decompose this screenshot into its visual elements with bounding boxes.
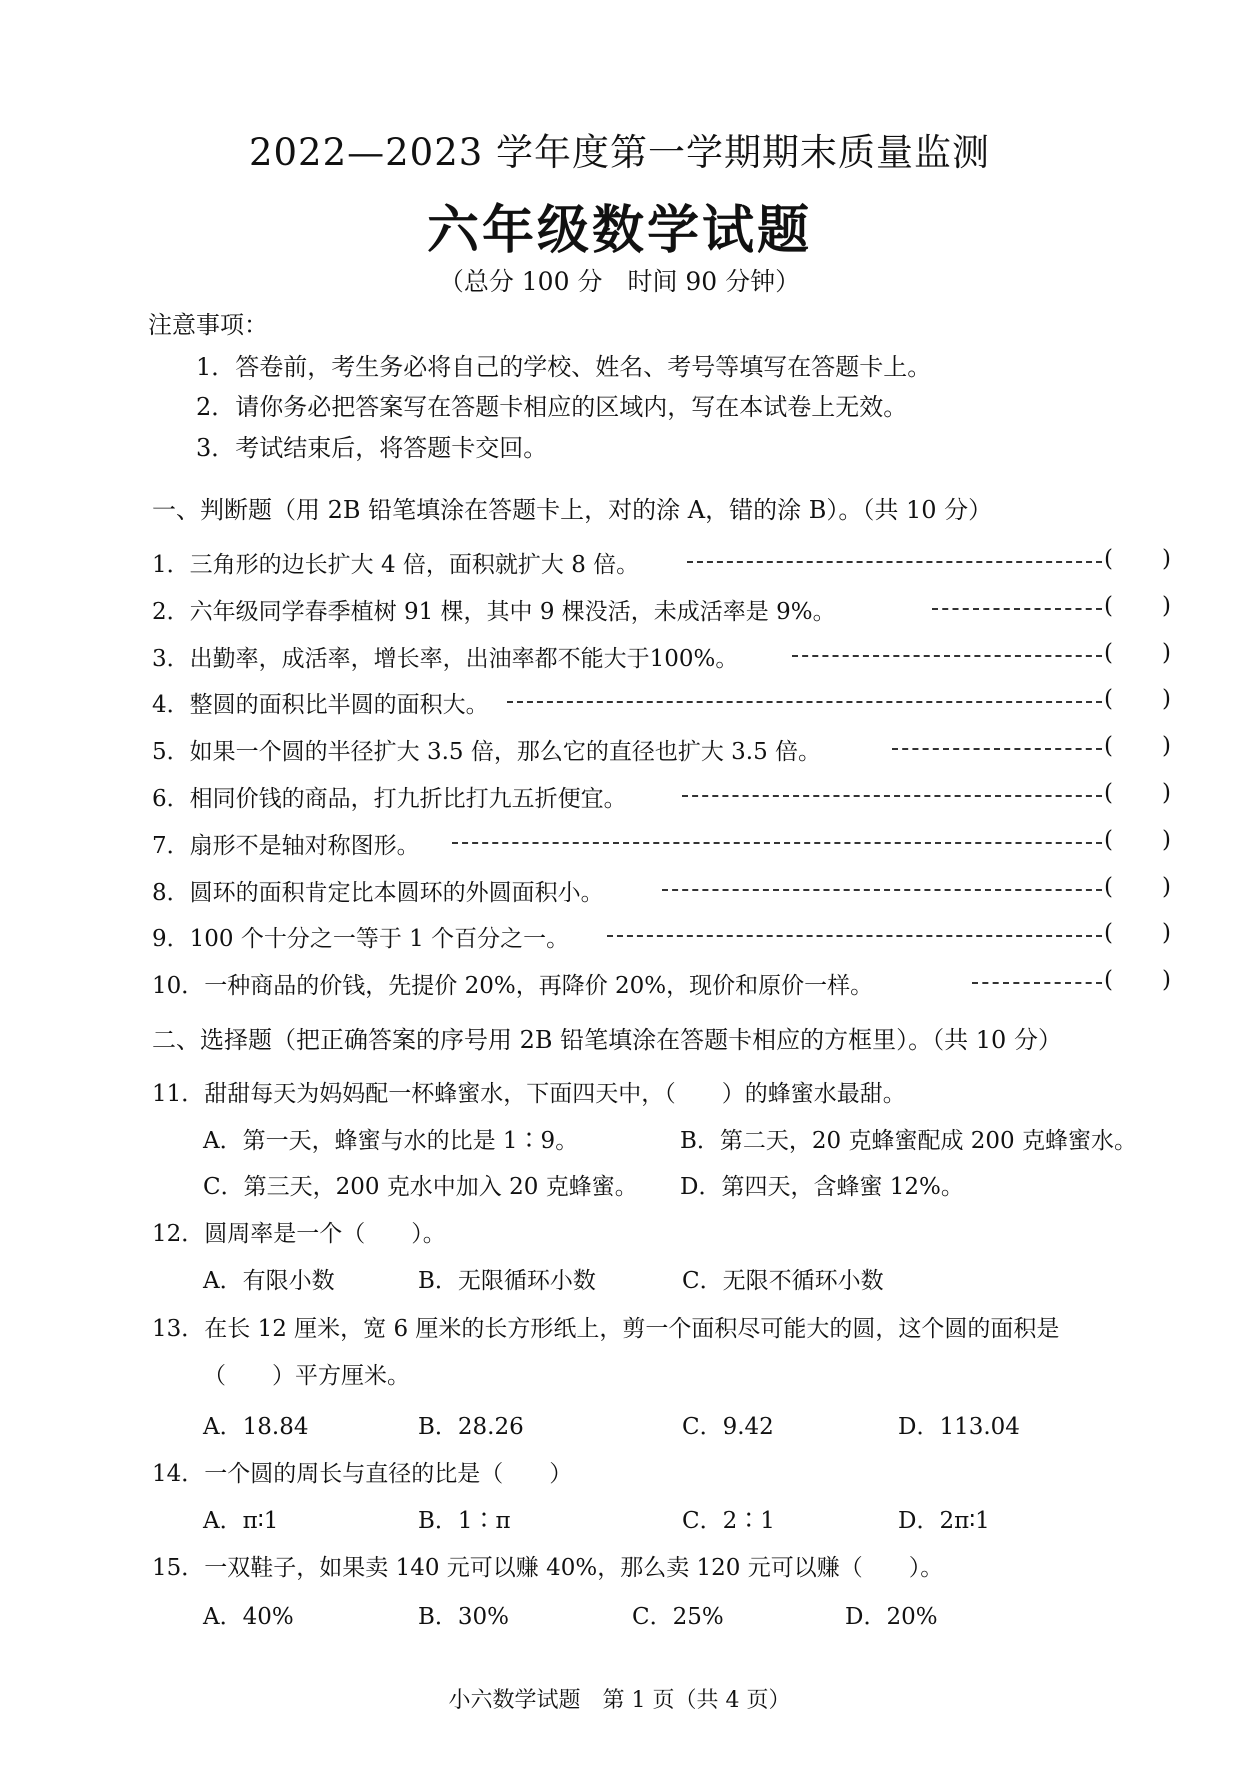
tf-question-row [152,546,1182,578]
leader-line [682,795,1102,797]
mc-option-b: B．1∶π [418,1508,511,1534]
tf-question-row [152,920,1182,952]
notice-item: 3．考试结束后，将答题卡交回。 [196,434,548,462]
mc-option-c: C．第三天，200 克水中加入 20 克蜂蜜。 [203,1174,638,1200]
tf-question-row [152,593,1182,625]
mc-question-stem-continued: （ ）平方厘米。 [203,1363,410,1389]
mc-option-c: C．无限不循环小数 [682,1268,884,1294]
leader-line [662,889,1102,891]
mc-option-c: C．2∶1 [682,1508,775,1534]
exam-title: 六年级数学试题 [426,200,812,261]
answer-paren-left: ( [1104,967,1113,993]
leader-line [507,701,1102,703]
mc-option-d: D．113.04 [898,1414,1020,1440]
tf-question-row [152,686,1182,718]
answer-paren-left: ( [1104,640,1113,666]
answer-paren-right: ) [1162,827,1171,853]
answer-paren-left: ( [1104,733,1113,759]
answer-paren-right: ) [1162,874,1171,900]
leader-line [932,608,1102,610]
notice-item: 1．答卷前，考生务必将自己的学校、姓名、考号等填写在答题卡上。 [196,353,932,381]
mc-option-a: A．40% [203,1604,294,1630]
mc-option-b: B．28.26 [418,1414,524,1440]
leader-line [792,655,1102,657]
mc-option-d: D．20% [845,1604,938,1630]
section2-heading: 二、选择题（把正确答案的序号用 2B 铅笔填涂在答题卡相应的方框里）。（共 10 分） [152,1026,1062,1054]
notice-heading: 注意事项： [148,311,268,339]
mc-option-a: A．第一天，蜂蜜与水的比是 1∶9。 [203,1128,579,1154]
term-title: 2022—2023 学年度第一学期期末质量监测 [248,131,991,174]
notice-item: 2．请你务必把答案写在答题卡相应的区域内，写在本试卷上无效。 [196,393,908,421]
mc-option-d: D．第四天，含蜂蜜 12%。 [680,1174,964,1200]
answer-paren-right: ) [1162,593,1171,619]
answer-paren-right: ) [1162,640,1171,666]
mc-option-a: A．18.84 [203,1414,309,1440]
tf-question-row [152,967,1182,999]
leader-line [607,935,1102,937]
mc-question-stem: 11．甜甜每天为妈妈配一杯蜂蜜水，下面四天中，（ ）的蜂蜜水最甜。 [152,1081,906,1107]
tf-question-text: 9．100 个十分之一等于 1 个百分之一。 [152,926,570,952]
tf-question-text: 4．整圆的面积比半圆的面积大。 [152,692,489,718]
score-time-info: （总分 100 分 时间 90 分钟） [438,267,801,296]
tf-question-row [152,827,1182,859]
answer-paren-right: ) [1162,686,1171,712]
leader-line [687,561,1102,563]
tf-question-text: 6．相同价钱的商品，打九折比打九五折便宜。 [152,786,627,812]
mc-question-stem: 14．一个圆的周长与直径的比是（ ） [152,1461,573,1487]
tf-question-text: 8．圆环的面积肯定比本圆环的外圆面积小。 [152,880,604,906]
tf-question-row [152,733,1182,765]
mc-option-d: D．2π∶1 [898,1508,990,1534]
section1-heading: 一、判断题（用 2B 铅笔填涂在答题卡上，对的涂 A，错的涂 B）。（共 10 分） [152,496,993,524]
answer-paren-left: ( [1104,686,1113,712]
tf-question-row [152,874,1182,906]
leader-line [892,748,1102,750]
answer-paren-right: ) [1162,967,1171,993]
tf-question-text: 7．扇形不是轴对称图形。 [152,833,420,859]
answer-paren-left: ( [1104,827,1113,853]
tf-question-row [152,780,1182,812]
answer-paren-right: ) [1162,920,1171,946]
tf-question-row [152,640,1182,672]
tf-question-text: 1．三角形的边长扩大 4 倍，面积就扩大 8 倍。 [152,552,640,578]
mc-option-b: B．30% [418,1604,510,1630]
mc-question-stem: 13．在长 12 厘米，宽 6 厘米的长方形纸上，剪一个面积尽可能大的圆，这个圆的面积是 [152,1316,1060,1342]
answer-paren-left: ( [1104,593,1113,619]
answer-paren-left: ( [1104,874,1113,900]
answer-paren-left: ( [1104,920,1113,946]
mc-question-stem: 15．一双鞋子，如果卖 140 元可以赚 40%，那么卖 120 元可以赚（ ）。 [152,1555,944,1581]
mc-option-a: A．有限小数 [203,1268,335,1294]
answer-paren-right: ) [1162,546,1171,572]
tf-question-text: 3．出勤率，成活率，增长率，出油率都不能大于100%。 [152,646,739,672]
tf-question-text: 2．六年级同学春季植树 91 棵，其中 9 棵没活，未成活率是 9%。 [152,599,836,625]
answer-paren-left: ( [1104,546,1113,572]
leader-line [972,982,1102,984]
tf-question-text: 5．如果一个圆的半径扩大 3.5 倍，那么它的直径也扩大 3.5 倍。 [152,739,822,765]
mc-option-b: B．无限循环小数 [418,1268,596,1294]
mc-option-c: C．25% [632,1604,724,1630]
answer-paren-right: ) [1162,780,1171,806]
page-footer: 小六数学试题 第 1 页（共 4 页） [448,1688,791,1713]
leader-line [452,842,1102,844]
tf-question-text: 10．一种商品的价钱，先提价 20%，再降价 20%，现价和原价一样。 [152,973,874,999]
mc-option-c: C．9.42 [682,1414,774,1440]
answer-paren-right: ) [1162,733,1171,759]
mc-question-stem: 12．圆周率是一个（ ）。 [152,1221,446,1247]
mc-option-b: B．第二天，20 克蜂蜜配成 200 克蜂蜜水。 [680,1128,1138,1154]
mc-option-a: A．π∶1 [203,1508,279,1534]
answer-paren-left: ( [1104,780,1113,806]
